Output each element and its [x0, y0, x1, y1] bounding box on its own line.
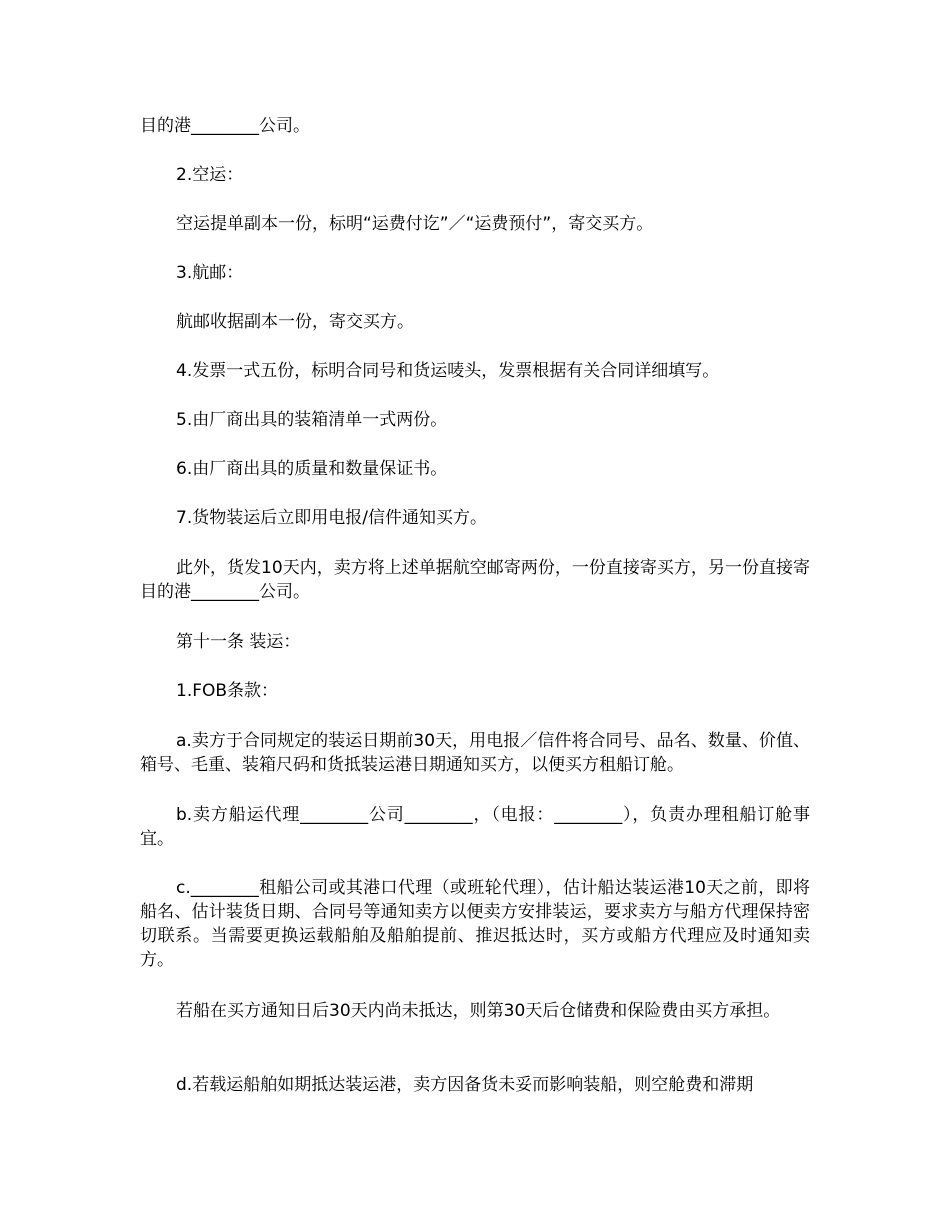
paragraph-air-waybill: 空运提单副本一份，标明“运费付讫”／“运费预付”，寄交买方。: [176, 214, 654, 234]
paragraph-destination-port: 目的港________公司。: [140, 116, 310, 136]
paragraph-storage-insurance: 若船在买方通知日后30天内尚未抵达，则第30天后仓储费和保险费由买方承担。: [176, 1001, 781, 1021]
paragraph-air-mail-receipt: 航邮收据副本一份，寄交买方。: [176, 312, 414, 332]
paragraph-clause-b: b.卖方船运代理________公司________，（电报：________），负责办理租船订舱事宜。: [140, 805, 810, 849]
paragraph-documents-mailing: 此外，货发10天内，卖方将上述单据航空邮寄两份，一份直接寄买方，另一份直接寄目的港________公司。: [140, 558, 810, 602]
paragraph-clause-d: d.若载运船舶如期抵达装运港，卖方因备货未妥而影响装船，则空舱费和滞期: [176, 1075, 754, 1095]
heading-article-eleven: 第十一条 装运：: [176, 632, 301, 652]
heading-fob-terms: 1.FOB条款：: [176, 681, 279, 701]
paragraph-quality-certificate: 6.由厂商出具的质量和数量保证书。: [176, 459, 448, 479]
heading-air-mail: 3.航邮：: [176, 263, 244, 283]
paragraph-clause-a: a.卖方于合同规定的装运日期前30天，用电报／信件将合同号、品名、数量、价值、箱号、毛重、装箱尺码和货抵装运港日期通知买方，以便买方租船订舱。: [140, 731, 810, 775]
paragraph-shipment-notice: 7.货物装运后立即用电报/信件通知买方。: [176, 508, 487, 528]
paragraph-clause-c: c.________租船公司或其港口代理（或班轮代理），估计船达装运港10天之前，即将船名、估计装货日期、合同号等通知卖方以便卖方安排装运，要求卖方与船方代理保持密切联系。当需要更换运载船舶及船舶提前、推迟抵达时，买方或船方代理应及时通知卖方。: [140, 878, 810, 970]
heading-air-transport: 2.空运：: [176, 165, 244, 185]
paragraph-packing-list: 5.由厂商出具的装箱清单一式两份。: [176, 410, 448, 430]
paragraph-invoice: 4.发票一式五份，标明合同号和货运唛头，发票根据有关合同详细填写。: [176, 361, 720, 381]
